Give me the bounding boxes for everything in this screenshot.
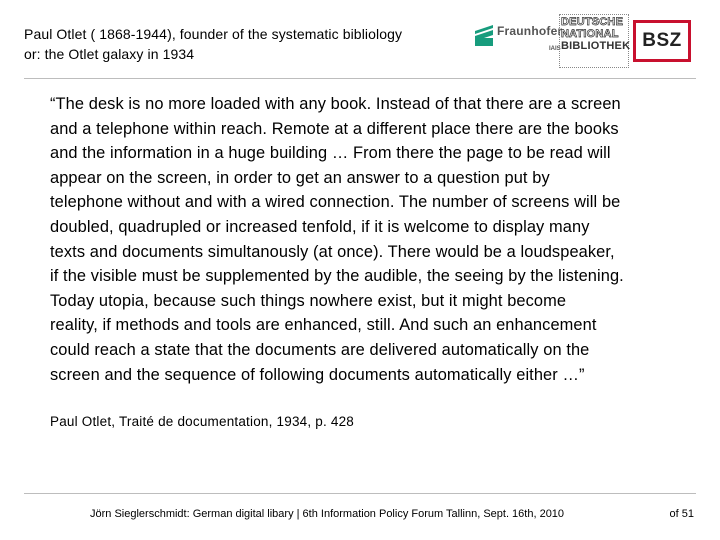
logo-group (475, 14, 705, 70)
fraunhofer-logo-icon (475, 24, 493, 46)
bsz-logo-text: BSZ (642, 30, 682, 51)
quote-line: Today utopia, because such things nowhere exist, but it might become (50, 291, 567, 310)
quote-line: appear on the screen, in order to get an answer to a question put by (50, 168, 550, 187)
otlet-quote (50, 92, 690, 387)
quote-line: if the visible must be supplemented by the audible, the seeing by the listening. (50, 267, 624, 286)
dnb-logo-line-2: NATIONAL (561, 28, 619, 40)
footer-divider (24, 493, 696, 494)
quote-line: and a telephone within reach. Remote at a different place there are the books (50, 119, 619, 138)
header-divider (24, 78, 696, 79)
footer-text: Jörn Sieglerschmidt: German digital libary | 6th Information Policy Forum Tallinn, Sept. 16th, 2010 (90, 508, 565, 520)
quote-citation: Paul Otlet, Traité de documentation, 1934, p. 428 (50, 414, 354, 429)
fraunhofer-logo-text: Fraunhofer (497, 24, 563, 38)
bsz-logo (633, 20, 691, 62)
fraunhofer-sub-label: IAIS (549, 46, 561, 52)
page-number: of 51 (669, 508, 694, 520)
quote-line: telephone without and with a wired connection. The number of screens will be (50, 193, 621, 212)
quote-line: could reach a state that the documents are delivered automatically on the (50, 340, 590, 359)
dnb-logo-line-3: BIBLIOTHEK (561, 40, 631, 52)
dnb-logo (561, 16, 631, 66)
dnb-logo-line-1: DEUTSCHE (561, 16, 624, 28)
slide-title-line-1: Paul Otlet ( 1868-1944), founder of the systematic bibliology (24, 26, 403, 42)
slide-title-line-2: or: the Otlet galaxy in 1934 (24, 46, 195, 62)
quote-line: reality, if methods and tools are enhanced, still. And such an enhancement (50, 316, 597, 335)
quote-line: “The desk is no more loaded with any book. Instead of that there are a screen (50, 95, 621, 113)
quote-line: screen and the sequence of following documents automatically either …” (50, 365, 585, 384)
quote-line: and the information in a huge building … From there the page to be read will (50, 144, 611, 163)
slide-title (24, 24, 464, 64)
quote-line: texts and documents simultanously (at once). There would be a loudspeaker, (50, 242, 615, 261)
quote-line: doubled, quadrupled or increased tenfold, if it is welcome to display many (50, 217, 590, 236)
